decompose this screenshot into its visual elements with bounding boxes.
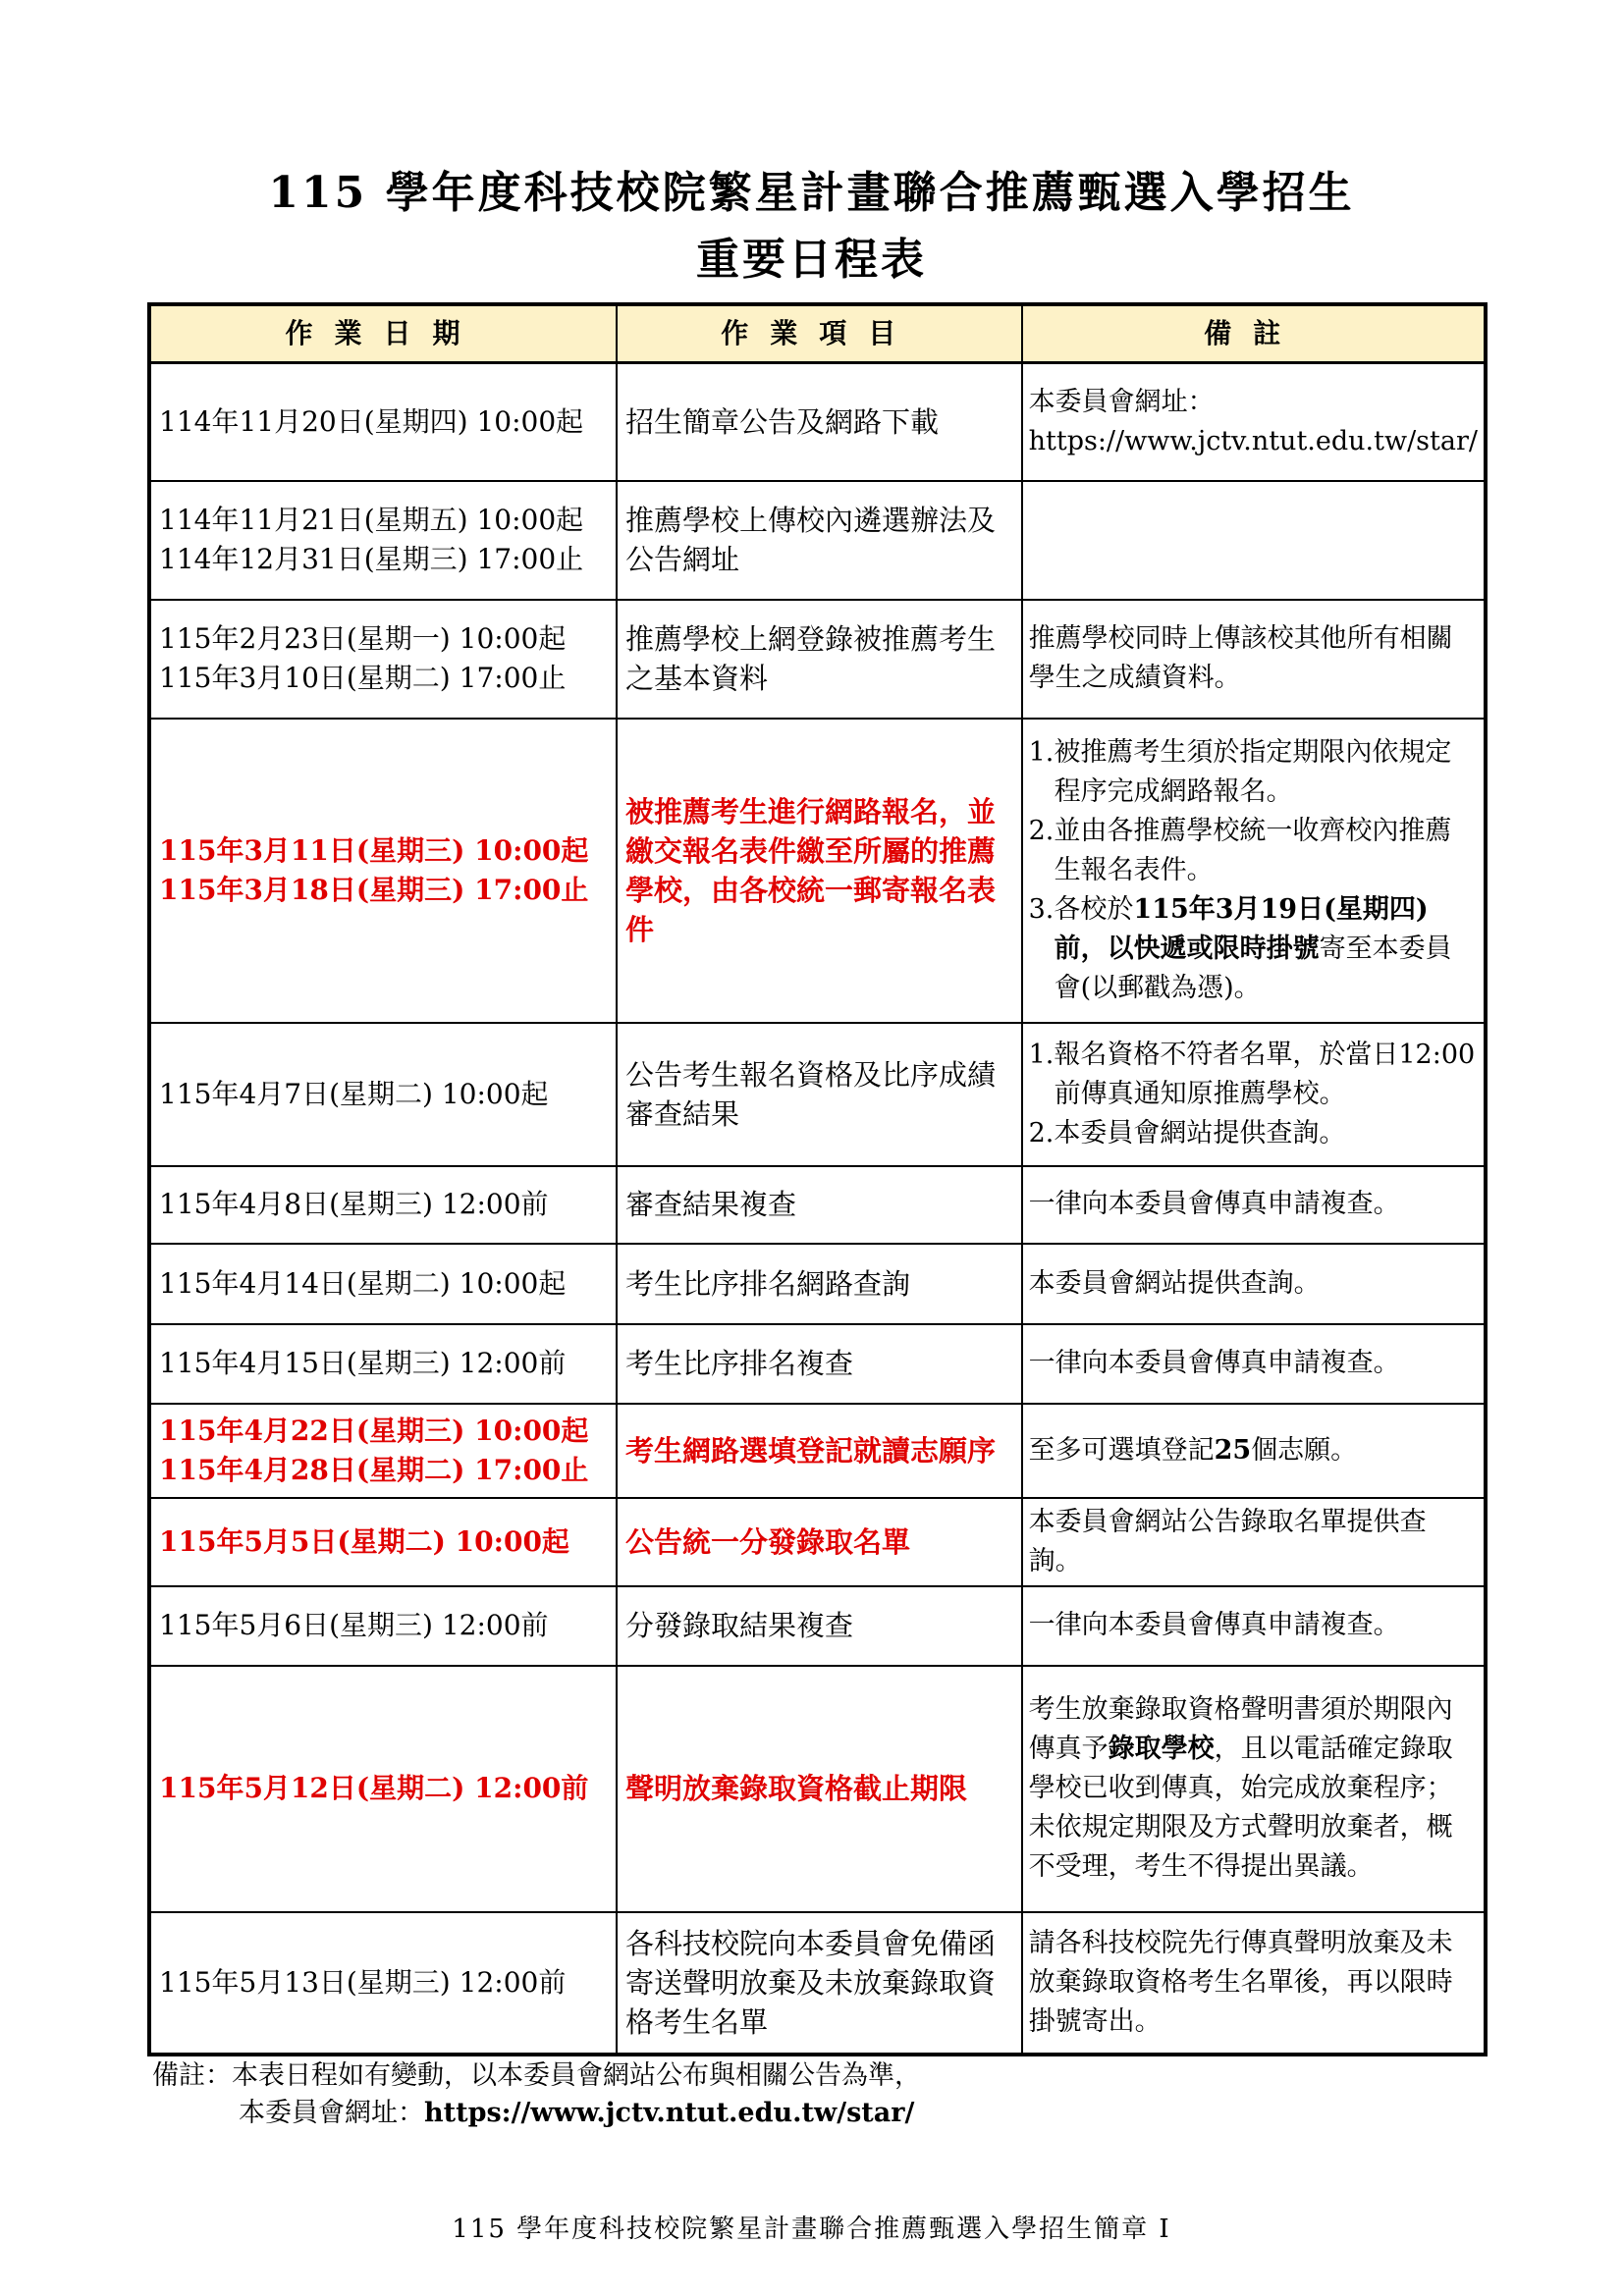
date-line: 115年4月8日(星期三) 12:00前 [159, 1188, 549, 1220]
date-cell [149, 1666, 617, 1912]
item-cell: 分發錄取結果複查 [617, 1586, 1022, 1666]
table-row [149, 1498, 1486, 1586]
note-cell [1022, 1166, 1486, 1244]
note-cell [1022, 1244, 1486, 1324]
remark-line1: 備註：本表日程如有變動，以本委員會網站公布與相關公告為準， [152, 2060, 921, 2091]
date-line: 115年2月23日(星期一) 10:00起 [159, 622, 567, 655]
table-row [149, 719, 1486, 1023]
page-subtitle: 重要日程表 [696, 235, 927, 285]
note-cell [1022, 1912, 1486, 2055]
table-row [149, 1912, 1486, 2055]
remark-line2 [239, 2091, 914, 2129]
date-cell [149, 1166, 617, 1244]
page-footer: 115 學年度科技校院繁星計畫聯合推薦甄選入學招生簡章 I [452, 2215, 1171, 2244]
table-row [149, 1666, 1486, 1912]
item-cell: 推薦學校上傳校內遴選辦法及公告網址 [617, 481, 1022, 600]
note-text: 一律向本委員會傳真申請複查。 [1028, 1348, 1400, 1378]
note-text: 1.報名資格不符者名單，於當日12:00前傳真通知原推薦學校。 [1028, 1039, 1476, 1109]
note-text: 115年3月19日(星期四)前，以快遞或限時掛號 [1054, 893, 1429, 964]
note-paragraph [1029, 1924, 1478, 2042]
note-paragraph [1029, 1431, 1478, 1470]
date-cell [149, 481, 617, 600]
date-line: 115年5月12日(星期二) 12:00前 [159, 1772, 589, 1804]
note-paragraph [1029, 1036, 1478, 1114]
date-line: 115年3月18日(星期三) 17:00止 [159, 873, 589, 906]
date-cell [149, 1912, 617, 2055]
note-text: 錄取學校 [1108, 1734, 1215, 1764]
note-paragraph [1029, 1344, 1478, 1383]
date-line: 115年3月11日(星期三) 10:00起 [159, 833, 589, 867]
note-text: 本委員會網站提供查詢。 [1028, 1267, 1321, 1299]
remark-url-label: 本委員會網址： [239, 2098, 424, 2128]
note-text: 考生放棄錄取資格聲明書須於期限內傳真予 [1028, 1694, 1453, 1764]
item-cell: 被推薦考生進行網路報名，並繳交報名表件繳至所屬的推薦學校，由各校統一郵寄報名表件 [617, 719, 1022, 1023]
date-line: 115年4月22日(星期三) 10:00起 [159, 1414, 589, 1447]
item-cell: 公告考生報名資格及比序成績審查結果 [617, 1023, 1022, 1166]
date-cell [149, 1498, 617, 1586]
note-text: 25 [1214, 1434, 1252, 1466]
note-paragraph [1029, 1503, 1478, 1581]
schedule-table [147, 302, 1488, 2056]
note-cell [1022, 719, 1486, 1023]
date-line: 115年4月14日(星期二) 10:00起 [159, 1266, 567, 1300]
note-paragraph [1029, 1264, 1478, 1304]
item-cell: 考生網路選填登記就讀志願序 [617, 1404, 1022, 1498]
note-cell [1022, 1324, 1486, 1404]
date-cell [149, 600, 617, 719]
table-row [149, 600, 1486, 719]
note-text: https://www.jctv.ntut.edu.tw/star/ [1028, 425, 1478, 456]
note-paragraph [1029, 812, 1478, 890]
note-cell [1022, 600, 1486, 719]
note-text: 3.各校於 [1028, 893, 1134, 925]
note-text: 2.本委員會網站提供查詢。 [1028, 1117, 1346, 1148]
note-text: ，且以電話確定錄取學校已收到傳真，始完成放棄程序；未依規定期限及方式聲明放棄者，概不受理，考生不得提出異議。 [1028, 1734, 1453, 1882]
note-text: 推薦學校同時上傳該校其他所有相關學生之成績資料。 [1028, 623, 1453, 693]
date-line: 114年12月31日(星期三) 17:00止 [159, 543, 584, 575]
note-paragraph [1029, 1114, 1478, 1153]
note-paragraph [1029, 1185, 1478, 1224]
date-cell [149, 719, 617, 1023]
note-text: 本委員會網址： [1028, 386, 1215, 417]
date-line: 114年11月21日(星期五) 10:00起 [159, 504, 584, 536]
note-cell [1022, 1404, 1486, 1498]
table-row [149, 1023, 1486, 1166]
date-cell [149, 1404, 617, 1498]
note-paragraph [1029, 1690, 1478, 1887]
note-cell [1022, 1666, 1486, 1912]
note-text: 2.並由各推薦學校統一收齊校內推薦生報名表件。 [1028, 815, 1452, 885]
note-cell [1022, 1023, 1486, 1166]
note-cell [1022, 1498, 1486, 1586]
date-line: 115年5月13日(星期三) 12:00前 [159, 1965, 567, 1999]
item-cell: 推薦學校上網登錄被推薦考生之基本資料 [617, 600, 1022, 719]
date-cell [149, 1324, 617, 1404]
page-title: 115 學年度科技校院繁星計畫聯合推薦甄選入學招生 [268, 168, 1355, 218]
date-cell [149, 1023, 617, 1166]
date-cell [149, 1244, 617, 1324]
note-text: 個志願。 [1251, 1434, 1358, 1466]
note-text: 一律向本委員會傳真申請複查。 [1028, 1610, 1400, 1640]
note-paragraph [1029, 1606, 1478, 1645]
table-row [149, 481, 1486, 600]
date-line: 115年4月15日(星期三) 12:00前 [159, 1347, 567, 1379]
note-cell [1022, 481, 1486, 600]
note-text: 請各科技校院先行傳真聲明放棄及未放棄錄取資格考生名單後，再以限時掛號寄出。 [1028, 1927, 1453, 2037]
item-cell: 招生簡章公告及網路下載 [617, 363, 1022, 481]
date-line: 115年5月5日(星期二) 10:00起 [159, 1524, 569, 1558]
remark-url[interactable]: https://www.jctv.ntut.edu.tw/star/ [424, 2098, 915, 2128]
header-note: 備註 [1022, 304, 1486, 363]
note-paragraph [1029, 733, 1478, 812]
table-row [149, 1244, 1486, 1324]
header-item: 作業項目 [617, 304, 1022, 363]
date-cell [149, 1586, 617, 1666]
note-cell [1022, 1586, 1486, 1666]
header-date: 作業日期 [149, 304, 617, 363]
item-cell: 聲明放棄錄取資格截止期限 [617, 1666, 1022, 1912]
date-line: 115年3月10日(星期二) 17:00止 [159, 662, 567, 694]
note-paragraph [1029, 383, 1478, 461]
item-cell: 公告統一分發錄取名單 [617, 1498, 1022, 1586]
table-row [149, 1324, 1486, 1404]
note-text: 寄至本委員會(以郵戳為憑)。 [1054, 933, 1452, 1003]
table-row [149, 1404, 1486, 1498]
table-header-row [149, 304, 1486, 363]
note-paragraph [1029, 890, 1478, 1008]
note-cell [1022, 363, 1486, 481]
item-cell: 各科技校院向本委員會免備函寄送聲明放棄及未放棄錄取資格考生名單 [617, 1912, 1022, 2055]
date-cell [149, 363, 617, 481]
item-cell: 考生比序排名網路查詢 [617, 1244, 1022, 1324]
table-row [149, 1586, 1486, 1666]
note-text: 至多可選填登記 [1028, 1434, 1215, 1466]
item-cell: 考生比序排名複查 [617, 1324, 1022, 1404]
item-cell: 審查結果複查 [617, 1166, 1022, 1244]
note-text: 本委員會網站公告錄取名單提供查詢。 [1028, 1506, 1427, 1576]
date-line: 114年11月20日(星期四) 10:00起 [159, 404, 584, 438]
date-line: 115年4月28日(星期二) 17:00止 [159, 1453, 589, 1486]
table-row [149, 363, 1486, 481]
note-text: 1.被推薦考生須於指定期限內依規定程序完成網路報名。 [1028, 736, 1452, 807]
note-paragraph [1029, 619, 1478, 698]
date-line: 115年5月6日(星期三) 12:00前 [159, 1609, 549, 1641]
note-text: 一律向本委員會傳真申請複查。 [1028, 1189, 1400, 1219]
date-line: 115年4月7日(星期二) 10:00起 [159, 1077, 549, 1110]
table-row [149, 1166, 1486, 1244]
